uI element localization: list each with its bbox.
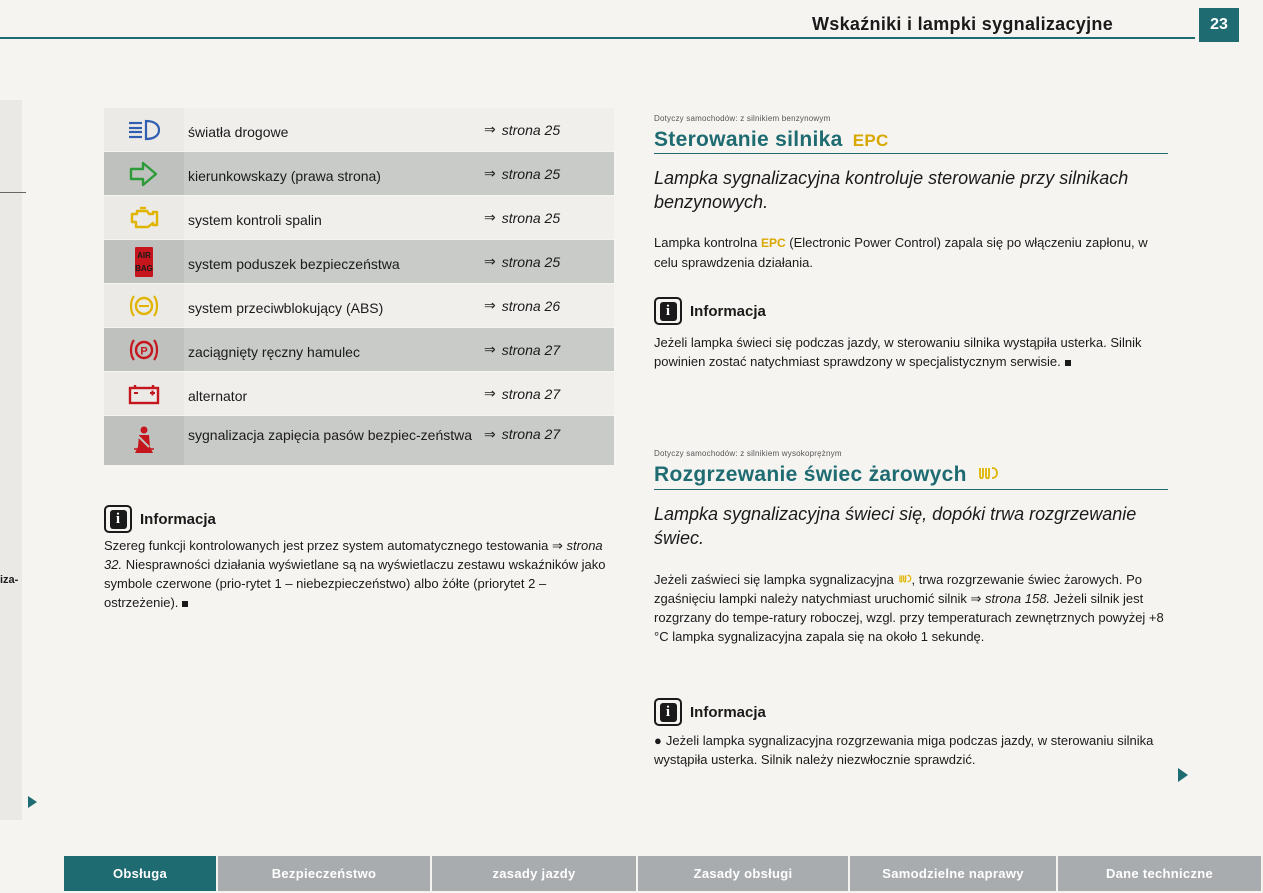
info-icon: i — [654, 297, 682, 325]
svg-text:P: P — [140, 345, 148, 357]
previous-page-fragment: iza- — [0, 574, 19, 586]
paragraph-text: , trwa rozgrzewanie świec żarowych. Po zgaśnięciu lampki należy natychmiast uruchomić silnik — [654, 572, 1142, 606]
battery-icon — [104, 372, 184, 415]
page-reference-link[interactable] — [480, 416, 614, 465]
info-heading — [104, 505, 216, 533]
abs-icon — [104, 284, 184, 327]
tab-samodzielne-naprawy[interactable]: Samodzielne naprawy — [850, 856, 1058, 891]
info-title: Informacja — [690, 703, 766, 721]
section-title-text: Sterowanie silnika — [654, 128, 843, 151]
indicator-label: system poduszek bezpieczeństwa — [188, 256, 400, 273]
table-row — [104, 240, 614, 284]
info-icon: i — [654, 698, 682, 726]
turn-signal-right-icon — [104, 152, 184, 195]
section-rule — [654, 153, 1168, 154]
tab-bezpieczenstwo[interactable]: Bezpieczeństwo — [218, 856, 432, 891]
previous-page-rule — [0, 192, 26, 193]
arrow-symbol: ⇒ — [484, 426, 496, 442]
reference-text: strona 25 — [501, 209, 561, 226]
info-paragraph — [654, 333, 1166, 371]
arrow-symbol: ⇒ — [484, 385, 496, 401]
info-heading — [654, 698, 766, 726]
section-rule — [654, 489, 1168, 490]
glow-plug-icon — [898, 573, 912, 584]
section-title-text: Rozgrzewanie świec żarowych — [654, 463, 967, 486]
high-beam-icon — [104, 108, 184, 151]
footer-pad — [0, 856, 64, 891]
arrow-symbol: ⇒ — [552, 538, 563, 553]
page-reference-link[interactable] — [480, 372, 614, 415]
info-title: Informacja — [140, 510, 216, 528]
page-number: 23 — [1199, 8, 1239, 42]
reference-text: strona 25 — [501, 165, 561, 182]
table-row — [104, 196, 614, 240]
end-mark-icon — [1065, 360, 1071, 366]
section-lead: Lampka sygnalizacyjna świeci się, dopóki trwa rozgrzewanie świec. — [654, 504, 1137, 548]
tab-zasady-obslugi[interactable]: Zasady obsługi — [638, 856, 850, 891]
info-paragraph — [104, 536, 616, 612]
reference-text: strona 27 — [501, 385, 561, 402]
table-row — [104, 152, 614, 196]
table-row — [104, 416, 614, 466]
bullet-icon: ● — [654, 733, 662, 748]
header-rule — [0, 37, 1195, 39]
epc-icon: EPC — [760, 236, 786, 250]
svg-text:AIR: AIR — [137, 250, 151, 260]
arrow-symbol: ⇒ — [484, 121, 496, 137]
footer-nav — [64, 856, 1263, 891]
table-row — [104, 328, 614, 372]
table-row — [104, 108, 614, 152]
page-reference-link[interactable] — [480, 196, 614, 239]
indicator-label: sygnalizacja zapięcia pasów bezpiec-zeństwa — [188, 427, 473, 443]
reference-text: strona 26 — [501, 297, 561, 314]
previous-page-edge — [0, 100, 22, 820]
paragraph-text: (Electronic Power Control) zapala się po włączeniu zapłonu, w celu sprawdzenia działania. — [654, 235, 1148, 270]
page-reference-link[interactable] — [480, 328, 614, 371]
reference-text: strona 27 — [501, 426, 561, 442]
indicator-label: zaciągnięty ręczny hamulec — [188, 344, 360, 361]
indicator-table — [104, 108, 614, 466]
info-title: Informacja — [690, 302, 766, 320]
info-text: Niesprawności działania wyświetlane są na wyświetlaczu zestawu wskaźników jako symbole czerwone (prio-rytet 1 – niebezpieczeństwo) albo żółte (priorytet 2 – ostrzeżenie). — [104, 557, 606, 610]
glow-plug-icon — [977, 465, 999, 481]
tab-dane-techniczne[interactable]: Dane techniczne — [1058, 856, 1263, 891]
svg-text:BAG: BAG — [135, 263, 153, 273]
engine-check-icon — [104, 196, 184, 239]
tab-zasady-jazdy[interactable]: zasady jazdy — [432, 856, 638, 891]
indicator-label: system przeciwblokujący (ABS) — [188, 300, 384, 317]
arrow-symbol: ⇒ — [484, 341, 496, 357]
table-row — [104, 284, 614, 328]
paragraph-text: Lampka kontrolna — [654, 235, 758, 250]
applicability-note: Dotyczy samochodów: z silnikiem wysokoprężnym — [654, 449, 842, 458]
section-lead: Lampka sygnalizacyjna kontroluje sterowanie przy silnikach benzynowych. — [654, 168, 1129, 212]
indicator-label: system kontroli spalin — [188, 212, 322, 229]
page-reference-link[interactable] — [480, 108, 614, 151]
next-arrow-icon[interactable] — [1178, 768, 1188, 782]
table-row — [104, 372, 614, 416]
epc-icon: EPC — [852, 131, 889, 150]
section-paragraph — [654, 233, 1166, 272]
arrow-symbol: ⇒ — [484, 253, 496, 269]
info-text: Jeżeli lampka świeci się podczas jazdy, w sterowaniu silnika wystąpiła usterka. Silnik powinien zostać natychmiast sprawdzony w specjalistycznym serwisie. — [654, 335, 1142, 369]
section-paragraph — [654, 570, 1166, 646]
indicator-label: alternator — [188, 388, 248, 405]
airbag-icon — [104, 240, 184, 283]
paragraph-text: Jeżeli zaświeci się lampka sygnalizacyjna — [654, 572, 898, 587]
tab-obsluga[interactable]: Obsługa — [64, 856, 218, 891]
arrow-symbol: ⇒ — [484, 165, 496, 181]
info-heading — [654, 297, 766, 325]
page-reference-link[interactable] — [480, 152, 614, 195]
arrow-symbol: ⇒ — [970, 591, 982, 606]
indicator-label: kierunkowskazy (prawa strona) — [188, 168, 381, 185]
applicability-note: Dotyczy samochodów: z silnikiem benzynowym — [654, 114, 831, 123]
page-header-title: Wskaźniki i lampki sygnalizacyjne — [812, 14, 1114, 34]
arrow-symbol: ⇒ — [484, 209, 496, 225]
previous-arrow-icon[interactable] — [28, 796, 37, 808]
reference-text: strona 25 — [501, 121, 561, 138]
arrow-symbol: ⇒ — [484, 297, 496, 313]
info-icon: i — [104, 505, 132, 533]
page-reference-link[interactable] — [480, 240, 614, 283]
paragraph-text: Jeżeli silnik jest rozgrzany do tempe-ratury roboczej, wzgl. przy temperaturach zewnętrznych powyżej +8 °C lampka sygnalizacyjna zapala się na około 1 sekundę. — [654, 591, 1164, 644]
info-text: Jeżeli lampka sygnalizacyjna rozgrzewania miga podczas jazdy, w sterowaniu silnika wystąpiła usterka. Silnik należy niezwłocznie sprawdzić. — [654, 733, 1154, 767]
parking-brake-icon — [104, 328, 184, 371]
section-title — [654, 128, 889, 152]
page-reference-link[interactable] — [480, 284, 614, 327]
reference-link[interactable]: strona 158. — [985, 591, 1051, 606]
indicator-label: światła drogowe — [188, 124, 289, 141]
seatbelt-icon — [104, 416, 184, 465]
end-mark-icon — [182, 601, 188, 607]
reference-text: strona 27 — [501, 341, 561, 358]
info-text: Szereg funkcji kontrolowanych jest przez system automatycznego testowania — [104, 538, 552, 553]
reference-link[interactable]: strona 32. — [104, 538, 603, 572]
reference-text: strona 25 — [501, 253, 561, 270]
info-paragraph — [654, 731, 1166, 769]
section-title — [654, 463, 999, 487]
